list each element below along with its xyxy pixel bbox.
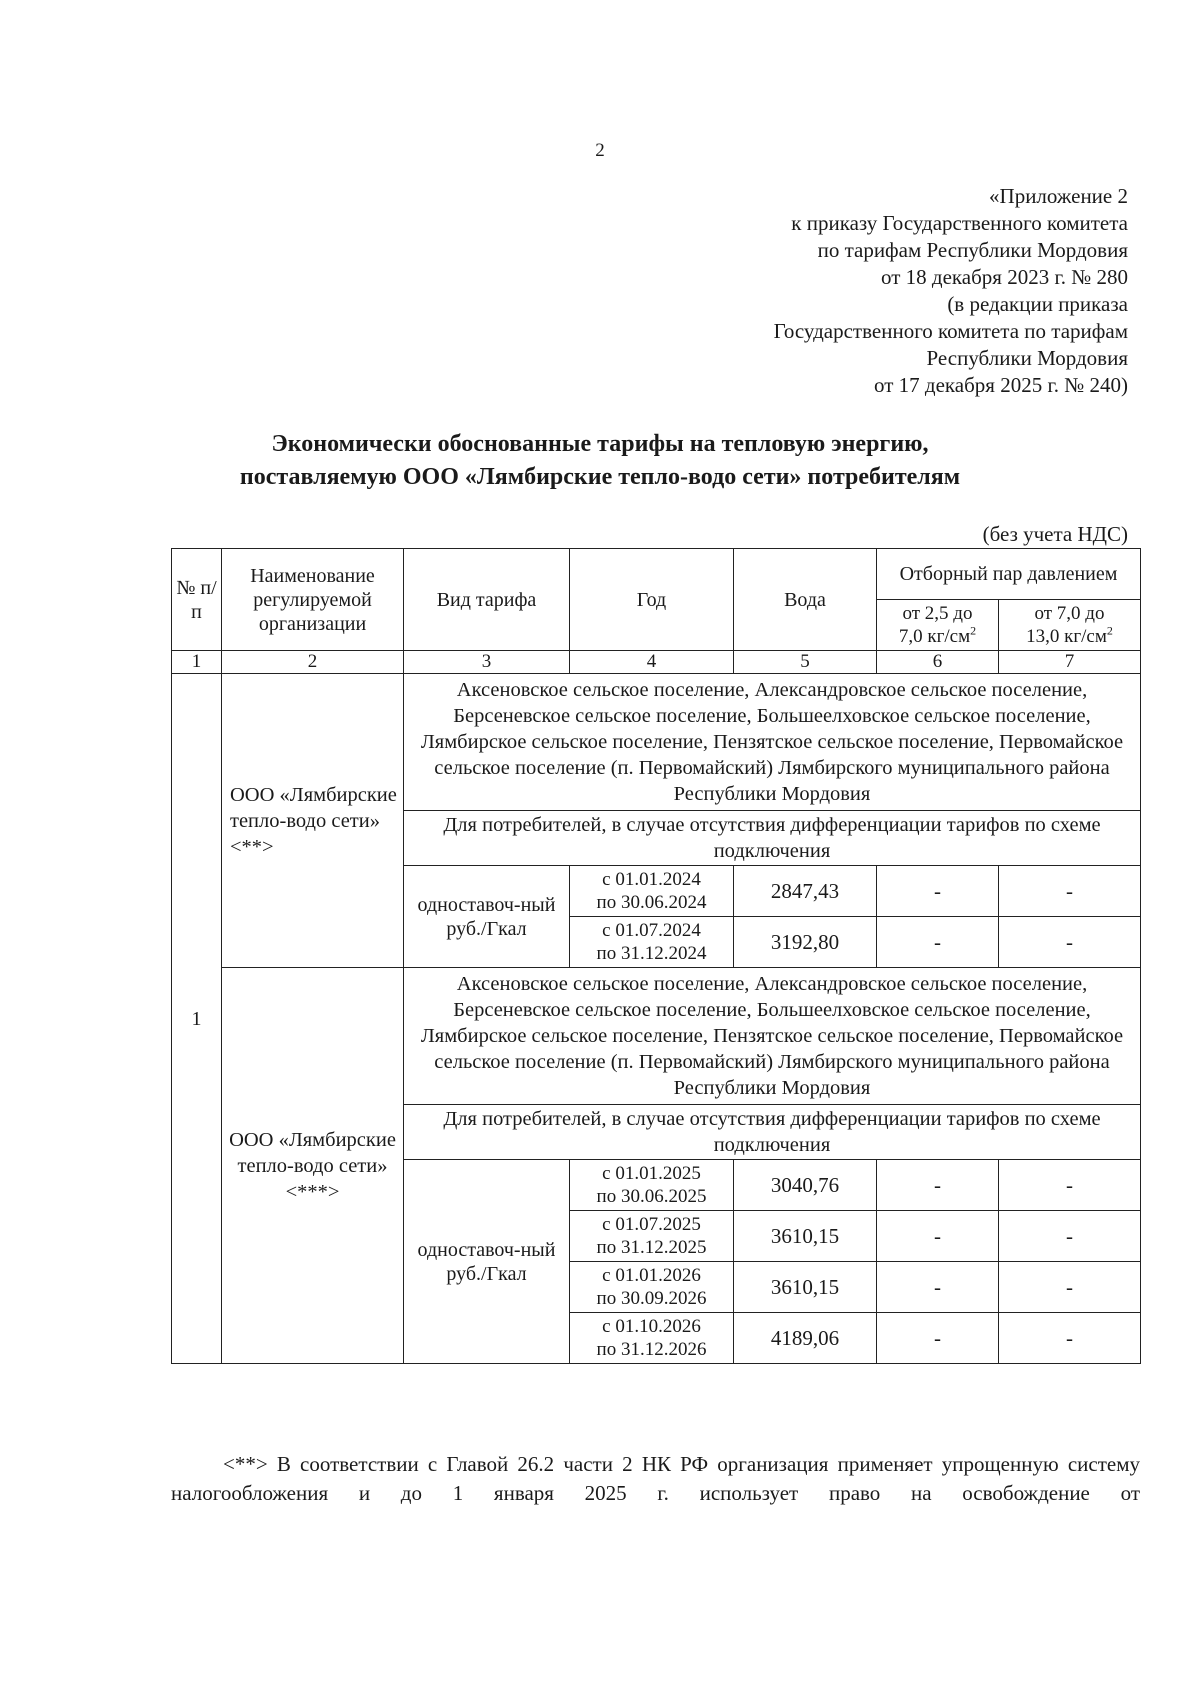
page-number: 2: [595, 140, 605, 161]
appendix-line: от 18 декабря 2023 г. № 280: [881, 265, 1128, 289]
document-title: [0, 428, 1200, 494]
superscript: 2: [1106, 623, 1113, 638]
steam-high-value: -: [999, 1313, 1141, 1364]
steam-low-value: -: [877, 1211, 999, 1262]
header-steam-high-a: от 7,0 до: [1034, 603, 1105, 624]
steam-high-value: -: [999, 1262, 1141, 1313]
column-number: 7: [999, 651, 1141, 674]
header-steam-high: [999, 600, 1141, 651]
column-number: 1: [172, 651, 222, 674]
header-steam-low: [877, 600, 999, 651]
column-number: 5: [734, 651, 877, 674]
title-line-2: поставляемую ООО «Лямбирские тепло-водо сети» потребителям: [239, 464, 961, 490]
steam-low-value: -: [877, 866, 999, 917]
period-start: с 01.07.2025: [602, 1214, 701, 1235]
header-steam: Отборный пар давлением: [877, 549, 1141, 600]
period-end: по 31.12.2024: [596, 943, 707, 964]
steam-high-value: -: [999, 1211, 1141, 1262]
water-value: 4189,06: [734, 1313, 877, 1364]
appendix-header: [774, 183, 1128, 399]
period-cell: [570, 917, 734, 968]
header-org: Наименование регулируемой организации: [222, 549, 404, 651]
footnote: <**> В соответствии с Главой 26.2 части 2 НК РФ организация применяет упрощенную систему налогообложения и до 1 января 2025 г. использует право на освобождение от: [171, 1452, 1140, 1505]
title-line-1: Экономически обоснованные тарифы на тепловую энергию,: [271, 431, 929, 457]
appendix-line: от 17 декабря 2025 г. № 240): [874, 373, 1128, 397]
period-start: с 01.01.2026: [602, 1265, 701, 1286]
region-description-1: Аксеновское сельское поселение, Александровское сельское поселение, Берсеневское сельское поселение, Большеелховское сельское поселение, Лямбирское сельское поселение, Пензятское сельское поселение, Первомайское сельское поселение (п. Первомайский) Лямбирского муниципального района Республики Мордовия: [404, 674, 1141, 811]
steam-high-value: -: [999, 866, 1141, 917]
header-steam-high-b: 13,0 кг/см: [1026, 626, 1107, 647]
superscript: 2: [970, 623, 977, 638]
appendix-line: (в редакции приказа: [947, 292, 1128, 316]
period-start: с 01.01.2025: [602, 1163, 701, 1184]
header-steam-low-a: от 2,5 до: [902, 603, 973, 624]
org-name-1: ООО «Лямбирские тепло-водо сети» <**>: [222, 674, 404, 968]
water-value: 3040,76: [734, 1160, 877, 1211]
appendix-line: «Приложение 2: [989, 184, 1128, 208]
appendix-line: к приказу Государственного комитета: [791, 211, 1128, 235]
tariff-type-1: одноставоч-ный руб./Гкал: [404, 866, 570, 968]
header-tariff-type: Вид тарифа: [404, 549, 570, 651]
water-value: 3610,15: [734, 1211, 877, 1262]
tariff-table: [171, 548, 1141, 1364]
appendix-line: Государственного комитета по тарифам: [773, 319, 1128, 343]
period-cell: [570, 1313, 734, 1364]
steam-low-value: -: [877, 1313, 999, 1364]
appendix-line: по тарифам Республики Мордовия: [817, 238, 1128, 262]
period-cell: [570, 866, 734, 917]
region-description-2: Аксеновское сельское поселение, Александровское сельское поселение, Берсеневское сельское поселение, Большеелховское сельское поселение, Лямбирское сельское поселение, Пензятское сельское поселение, Первомайское сельское поселение (п. Первомайский) Лямбирского муниципального района Республики Мордовия: [404, 968, 1141, 1105]
header-steam-low-b: 7,0 кг/см: [898, 626, 971, 647]
header-num: № п/п: [172, 549, 222, 651]
vat-note: (без учета НДС): [982, 522, 1128, 546]
consumers-note-2: Для потребителей, в случае отсутствия дифференциации тарифов по схеме подключения: [404, 1105, 1141, 1160]
column-number: 6: [877, 651, 999, 674]
steam-high-value: -: [999, 917, 1141, 968]
period-start: с 01.10.2026: [602, 1316, 701, 1337]
period-end: по 30.06.2025: [596, 1186, 707, 1207]
period-cell: [570, 1262, 734, 1313]
header-year: Год: [570, 549, 734, 651]
header-water: Вода: [734, 549, 877, 651]
steam-low-value: -: [877, 1262, 999, 1313]
water-value: 3610,15: [734, 1262, 877, 1313]
water-value: 3192,80: [734, 917, 877, 968]
column-number: 3: [404, 651, 570, 674]
row-number: 1: [172, 674, 222, 1364]
period-cell: [570, 1211, 734, 1262]
steam-high-value: -: [999, 1160, 1141, 1211]
period-end: по 30.09.2026: [596, 1288, 707, 1309]
period-start: с 01.01.2024: [602, 869, 701, 890]
steam-low-value: -: [877, 917, 999, 968]
consumers-note-1: Для потребителей, в случае отсутствия дифференциации тарифов по схеме подключения: [404, 811, 1141, 866]
period-end: по 31.12.2026: [596, 1339, 707, 1360]
appendix-line: Республики Мордовия: [926, 346, 1128, 370]
period-end: по 31.12.2025: [596, 1237, 707, 1258]
tariff-type-2: одноставоч-ный руб./Гкал: [404, 1160, 570, 1364]
column-number: 2: [222, 651, 404, 674]
water-value: 2847,43: [734, 866, 877, 917]
column-number: 4: [570, 651, 734, 674]
period-end: по 30.06.2024: [596, 892, 707, 913]
org-name-2: ООО «Лямбирские тепло-водо сети» <***>: [222, 968, 404, 1364]
period-start: с 01.07.2024: [602, 920, 701, 941]
period-cell: [570, 1160, 734, 1211]
steam-low-value: -: [877, 1160, 999, 1211]
